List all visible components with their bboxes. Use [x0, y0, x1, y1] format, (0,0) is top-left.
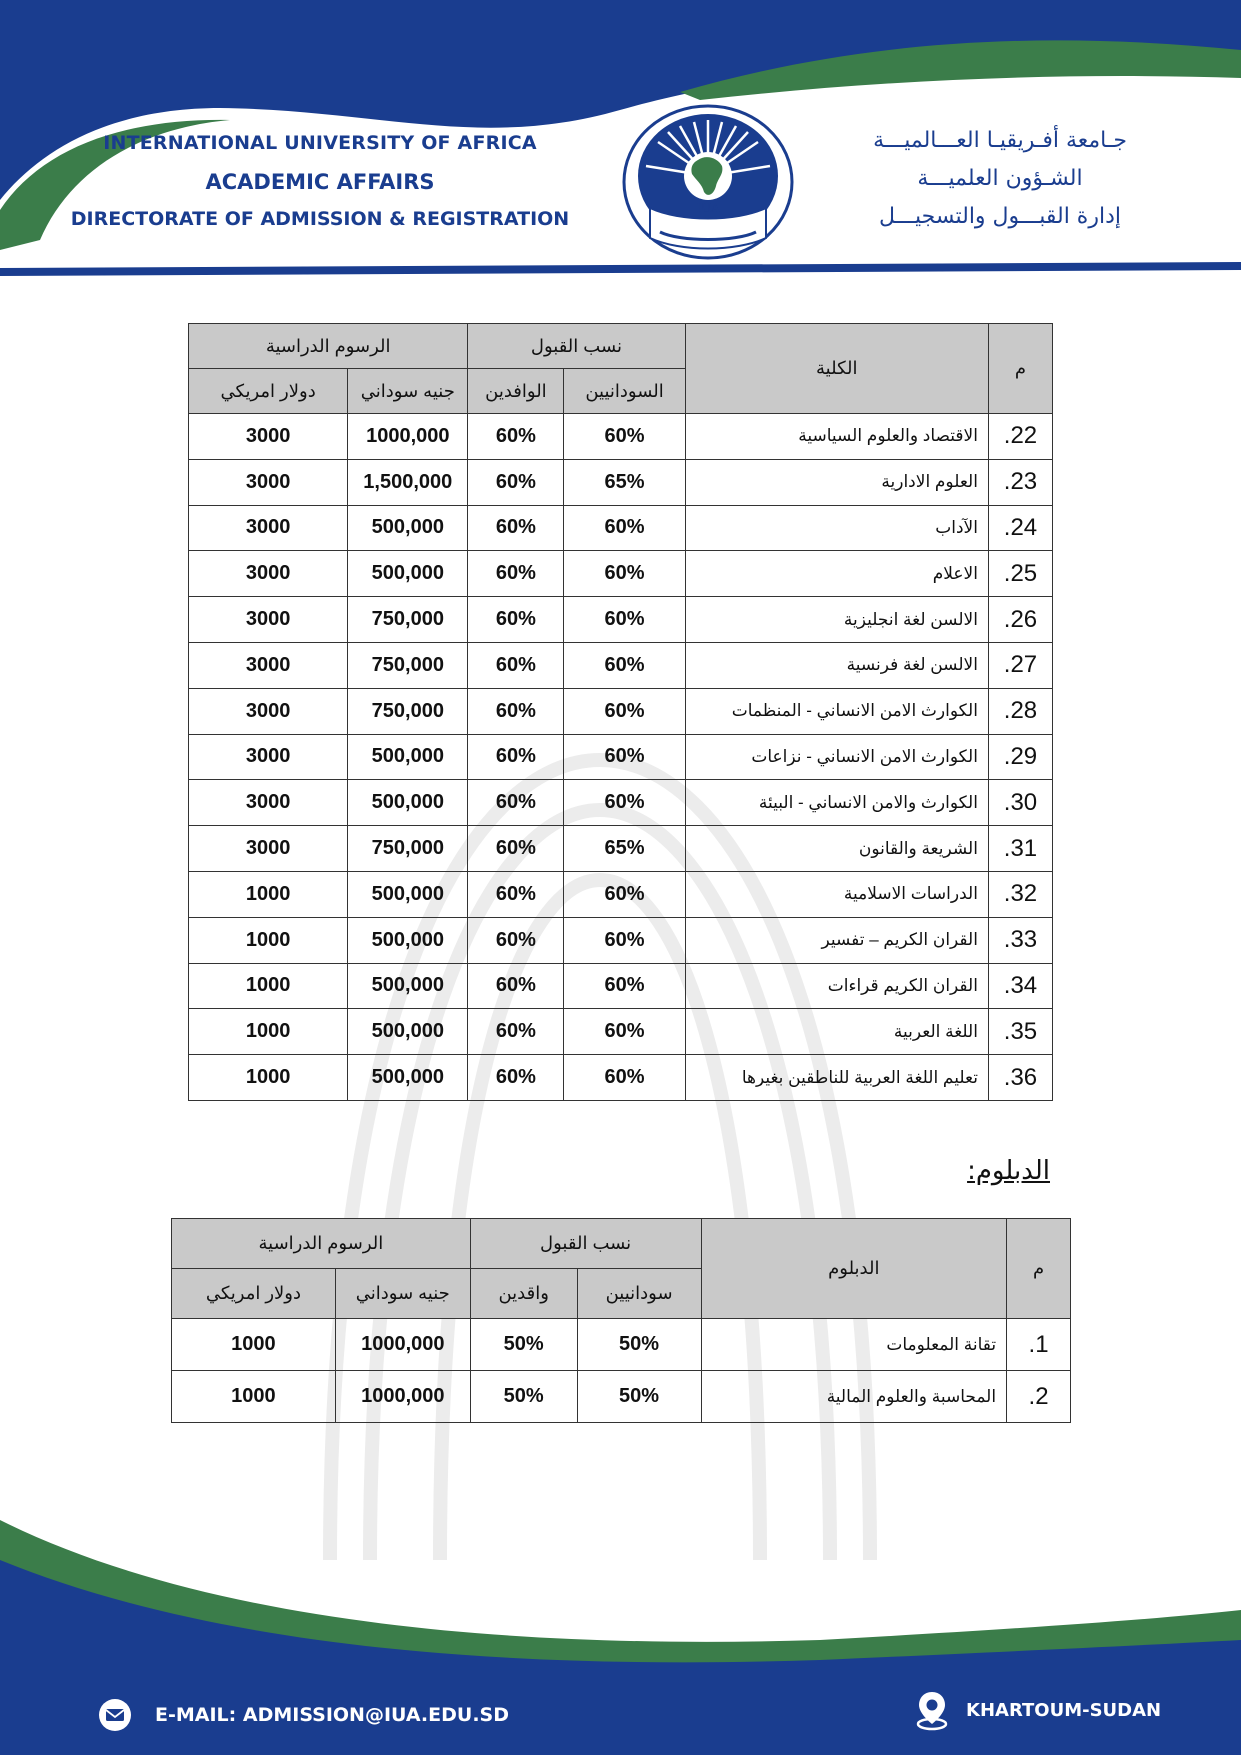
university-logo: [620, 104, 796, 260]
row-sudanese-rate: 50%: [577, 1371, 701, 1423]
row-foreign-rate: 60%: [468, 826, 564, 872]
table-row: [189, 871, 1053, 917]
row-fee-sdg: 500,000: [348, 871, 468, 917]
header-index: م: [988, 324, 1052, 414]
row-index: 24.: [988, 505, 1052, 551]
row-foreign-rate: 60%: [468, 1055, 564, 1101]
row-fee-usd: 1000: [189, 871, 348, 917]
row-name: الكوارث والامن الانساني - البيئة: [685, 780, 988, 826]
table-row: [189, 734, 1053, 780]
footer-email[interactable]: E-MAIL: ADMISSION@IUA.EDU.SD: [155, 1704, 509, 1726]
table-row: [189, 1055, 1053, 1101]
row-fee-usd: 3000: [189, 505, 348, 551]
row-foreign-rate: 60%: [468, 963, 564, 1009]
table-row: [189, 688, 1053, 734]
table-row: [189, 597, 1053, 643]
row-sudanese-rate: 60%: [564, 780, 685, 826]
row-index: 32.: [988, 871, 1052, 917]
header-sdg: جنيه سوداني: [348, 369, 468, 414]
table-row: [189, 414, 1053, 460]
row-fee-sdg: 750,000: [348, 597, 468, 643]
row-foreign-rate: 60%: [468, 551, 564, 597]
row-sudanese-rate: 60%: [564, 597, 685, 643]
header-diploma: الدبلوم: [701, 1219, 1007, 1319]
row-fee-usd: 3000: [189, 597, 348, 643]
row-fee-usd: 3000: [189, 734, 348, 780]
row-foreign-rate: 50%: [470, 1371, 577, 1423]
row-index: 29.: [988, 734, 1052, 780]
row-fee-sdg: 1000,000: [348, 414, 468, 460]
row-foreign-rate: 50%: [470, 1319, 577, 1371]
row-index: 31.: [988, 826, 1052, 872]
row-index: 26.: [988, 597, 1052, 643]
row-sudanese-rate: 60%: [564, 505, 685, 551]
row-sudanese-rate: 50%: [577, 1319, 701, 1371]
row-fee-sdg: 500,000: [348, 1055, 468, 1101]
table-row: [189, 963, 1053, 1009]
diploma-fees-table: [171, 1218, 1071, 1423]
row-sudanese-rate: 60%: [564, 1009, 685, 1055]
row-fee-sdg: 750,000: [348, 642, 468, 688]
row-fee-sdg: 500,000: [348, 551, 468, 597]
row-fee-usd: 1000: [189, 963, 348, 1009]
row-fee-sdg: 1000,000: [335, 1371, 470, 1423]
row-name: الالسن لغة انجليزية: [685, 597, 988, 643]
row-fee-sdg: 500,000: [348, 917, 468, 963]
row-fee-sdg: 500,000: [348, 1009, 468, 1055]
header-usd: دولار امريكي: [172, 1269, 336, 1319]
row-sudanese-rate: 60%: [564, 734, 685, 780]
row-name: الاعلام: [685, 551, 988, 597]
row-name: القران الكريم قراءات: [685, 963, 988, 1009]
header-admission-rates: نسب القبول: [468, 324, 685, 369]
footer-location: KHARTOUM-SUDAN: [966, 1700, 1162, 1721]
table-row: [172, 1319, 1071, 1371]
table-row: [189, 505, 1053, 551]
header-fees: الرسوم الدراسية: [172, 1219, 471, 1269]
row-foreign-rate: 60%: [468, 505, 564, 551]
row-index: 1.: [1007, 1319, 1071, 1371]
row-index: 28.: [988, 688, 1052, 734]
row-sudanese-rate: 60%: [564, 642, 685, 688]
row-name: العلوم الادارية: [685, 459, 988, 505]
row-fee-sdg: 500,000: [348, 734, 468, 780]
header-sudanese: سودانيين: [577, 1269, 701, 1319]
row-index: 25.: [988, 551, 1052, 597]
row-foreign-rate: 60%: [468, 780, 564, 826]
row-fee-sdg: 750,000: [348, 688, 468, 734]
row-foreign-rate: 60%: [468, 1009, 564, 1055]
header-fees: الرسوم الدراسية: [189, 324, 468, 369]
table-row: [189, 780, 1053, 826]
row-fee-usd: 3000: [189, 414, 348, 460]
row-fee-usd: 3000: [189, 642, 348, 688]
row-sudanese-rate: 60%: [564, 551, 685, 597]
header-index: م: [1007, 1219, 1071, 1319]
row-index: 30.: [988, 780, 1052, 826]
row-name: الكوارث الامن الانساني - نزاعات: [685, 734, 988, 780]
row-foreign-rate: 60%: [468, 459, 564, 505]
diploma-section-title: الدبلوم:: [967, 1156, 1050, 1186]
header-foreigners: واقدين: [470, 1269, 577, 1319]
header-english: [60, 132, 580, 230]
row-sudanese-rate: 60%: [564, 917, 685, 963]
table-row: [189, 1009, 1053, 1055]
header-foreigners: الوافدين: [468, 369, 564, 414]
row-index: 34.: [988, 963, 1052, 1009]
row-foreign-rate: 60%: [468, 734, 564, 780]
envelope-icon: [98, 1698, 132, 1732]
row-name: الاقتصاد والعلوم السياسية: [685, 414, 988, 460]
row-fee-usd: 1000: [189, 1055, 348, 1101]
header-arabic: [830, 122, 1170, 236]
row-sudanese-rate: 60%: [564, 1055, 685, 1101]
university-name-en: INTERNATIONAL UNIVERSITY OF AFRICA: [103, 132, 537, 154]
row-sudanese-rate: 60%: [564, 414, 685, 460]
row-fee-sdg: 1000,000: [335, 1319, 470, 1371]
header-sdg: جنيه سوداني: [335, 1269, 470, 1319]
row-fee-usd: 3000: [189, 826, 348, 872]
university-name-ar: جـامعة أفـريقيـا العـــالميـــة: [873, 128, 1127, 153]
row-foreign-rate: 60%: [468, 871, 564, 917]
row-fee-usd: 3000: [189, 688, 348, 734]
row-fee-sdg: 750,000: [348, 826, 468, 872]
row-name: اللغة العربية: [685, 1009, 988, 1055]
table-row: [172, 1371, 1071, 1423]
table-row: [189, 642, 1053, 688]
header-sudanese: السودانيين: [564, 369, 685, 414]
header-bottom-line: [0, 262, 1241, 276]
header-admission-rates: نسب القبول: [470, 1219, 701, 1269]
row-index: 33.: [988, 917, 1052, 963]
row-fee-usd: 1000: [172, 1319, 336, 1371]
row-index: 23.: [988, 459, 1052, 505]
row-sudanese-rate: 65%: [564, 826, 685, 872]
row-fee-usd: 3000: [189, 459, 348, 505]
row-index: 35.: [988, 1009, 1052, 1055]
row-foreign-rate: 60%: [468, 597, 564, 643]
row-name: الكوارث الامن الانساني - المنظمات: [685, 688, 988, 734]
row-fee-usd: 3000: [189, 551, 348, 597]
row-sudanese-rate: 60%: [564, 688, 685, 734]
row-fee-usd: 1000: [189, 917, 348, 963]
row-index: 22.: [988, 414, 1052, 460]
logo-text: IUA: [696, 201, 720, 215]
table-row: [189, 459, 1053, 505]
row-fee-usd: 3000: [189, 780, 348, 826]
row-fee-sdg: 500,000: [348, 963, 468, 1009]
row-index: 2.: [1007, 1371, 1071, 1423]
row-name: الالسن لغة فرنسية: [685, 642, 988, 688]
table-row: [189, 551, 1053, 597]
academic-affairs-en: ACADEMIC AFFAIRS: [205, 170, 435, 194]
location-pin-icon: [910, 1688, 954, 1732]
table-row: [189, 917, 1053, 963]
row-fee-sdg: 500,000: [348, 780, 468, 826]
row-name: المحاسبة والعلوم المالية: [701, 1371, 1007, 1423]
row-name: الشريعة والقانون: [685, 826, 988, 872]
row-index: 36.: [988, 1055, 1052, 1101]
row-name: الآداب: [685, 505, 988, 551]
row-sudanese-rate: 60%: [564, 963, 685, 1009]
header-faculty: الكلية: [685, 324, 988, 414]
row-name: تعليم اللغة العربية للناطقين بغيرها: [685, 1055, 988, 1101]
row-name: تقانة المعلومات: [701, 1319, 1007, 1371]
row-foreign-rate: 60%: [468, 642, 564, 688]
directorate-ar: إدارة القبـــول والتسجيـــل: [879, 204, 1121, 229]
header-usd: دولار امريكي: [189, 369, 348, 414]
row-fee-usd: 1000: [172, 1371, 336, 1423]
row-name: القران الكريم – تفسير: [685, 917, 988, 963]
row-sudanese-rate: 60%: [564, 871, 685, 917]
row-sudanese-rate: 65%: [564, 459, 685, 505]
faculties-fees-table: [188, 323, 1053, 1101]
row-fee-sdg: 500,000: [348, 505, 468, 551]
academic-affairs-ar: الشـؤون العلميـــة: [917, 166, 1083, 191]
directorate-en: DIRECTORATE OF ADMISSION & REGISTRATION: [70, 208, 570, 230]
row-foreign-rate: 60%: [468, 688, 564, 734]
row-fee-usd: 1000: [189, 1009, 348, 1055]
row-foreign-rate: 60%: [468, 917, 564, 963]
table-row: [189, 826, 1053, 872]
row-index: 27.: [988, 642, 1052, 688]
row-name: الدراسات الاسلامية: [685, 871, 988, 917]
row-foreign-rate: 60%: [468, 414, 564, 460]
row-fee-sdg: 1,500,000: [348, 459, 468, 505]
